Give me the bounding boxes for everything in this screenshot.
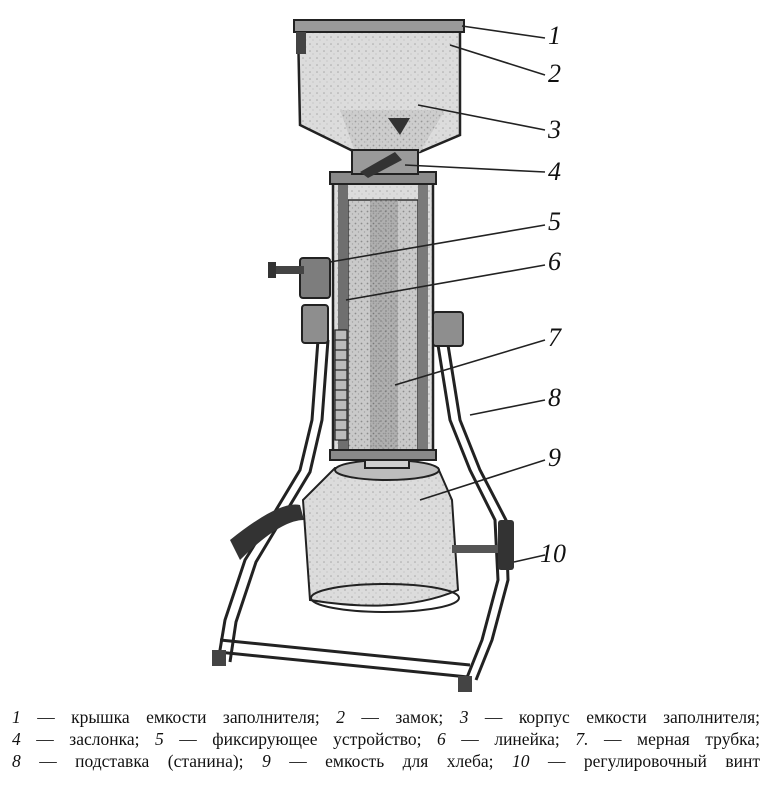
callout-4: 4 xyxy=(548,157,561,186)
caption-line-3 xyxy=(12,750,760,772)
ruler xyxy=(335,330,347,440)
fixing-device xyxy=(268,258,330,343)
caption-num-9: 9 xyxy=(262,751,271,771)
caption-num-8: 8 xyxy=(12,751,21,771)
caption-text-3: — корпус емкости заполнителя; xyxy=(468,707,760,727)
caption-num-3: 3 xyxy=(459,707,469,727)
caption-num-6: 6 xyxy=(437,729,446,749)
bread-container xyxy=(303,448,459,612)
adjusting-screw xyxy=(452,520,514,570)
shutter xyxy=(352,150,418,178)
callout-10: 10 xyxy=(540,539,566,568)
caption-num-7: 7. xyxy=(575,729,589,749)
callout-2: 2 xyxy=(548,59,561,88)
caption-text-6: — линейка; xyxy=(445,729,576,749)
caption-num-2: 2 xyxy=(336,707,345,727)
hopper-latch xyxy=(296,32,306,54)
caption-text-1: — крышка емкости заполнителя; xyxy=(20,707,337,727)
callout-6: 6 xyxy=(548,247,561,276)
caption-num-10: 10 xyxy=(512,751,530,771)
caption-line-2 xyxy=(12,728,760,750)
stand-foot-left xyxy=(212,650,226,666)
caption-text-8: — подставка (станина); xyxy=(20,751,262,771)
caption-line-1 xyxy=(12,706,760,728)
caption-text-2: — замок; xyxy=(344,707,460,727)
filler-hopper xyxy=(294,20,464,152)
callout-5: 5 xyxy=(548,207,561,236)
caption-text-5: — фиксирующее устройство; xyxy=(163,729,438,749)
callout-3: 3 xyxy=(548,115,561,144)
figure-caption xyxy=(12,706,760,772)
caption-text-10: — регулировочный винт xyxy=(529,751,760,771)
callout-8: 8 xyxy=(548,383,561,412)
caption-text-7: — мерная трубка; xyxy=(588,729,760,749)
callout-1: 1 xyxy=(548,21,561,50)
stand-strap xyxy=(230,504,304,560)
callout-labels xyxy=(540,21,566,568)
stand-foot-right xyxy=(458,676,472,692)
hopper-lid xyxy=(294,20,464,32)
callout-9: 9 xyxy=(548,443,561,472)
caption-num-5: 5 xyxy=(155,729,164,749)
right-clamp xyxy=(433,312,463,346)
caption-text-9: — емкость для хлеба; xyxy=(270,751,512,771)
caption-num-4: 4 xyxy=(12,729,21,749)
caption-text-4: — заслонка; xyxy=(20,729,155,749)
caption-num-1: 1 xyxy=(12,707,21,727)
callout-7: 7 xyxy=(548,323,561,352)
